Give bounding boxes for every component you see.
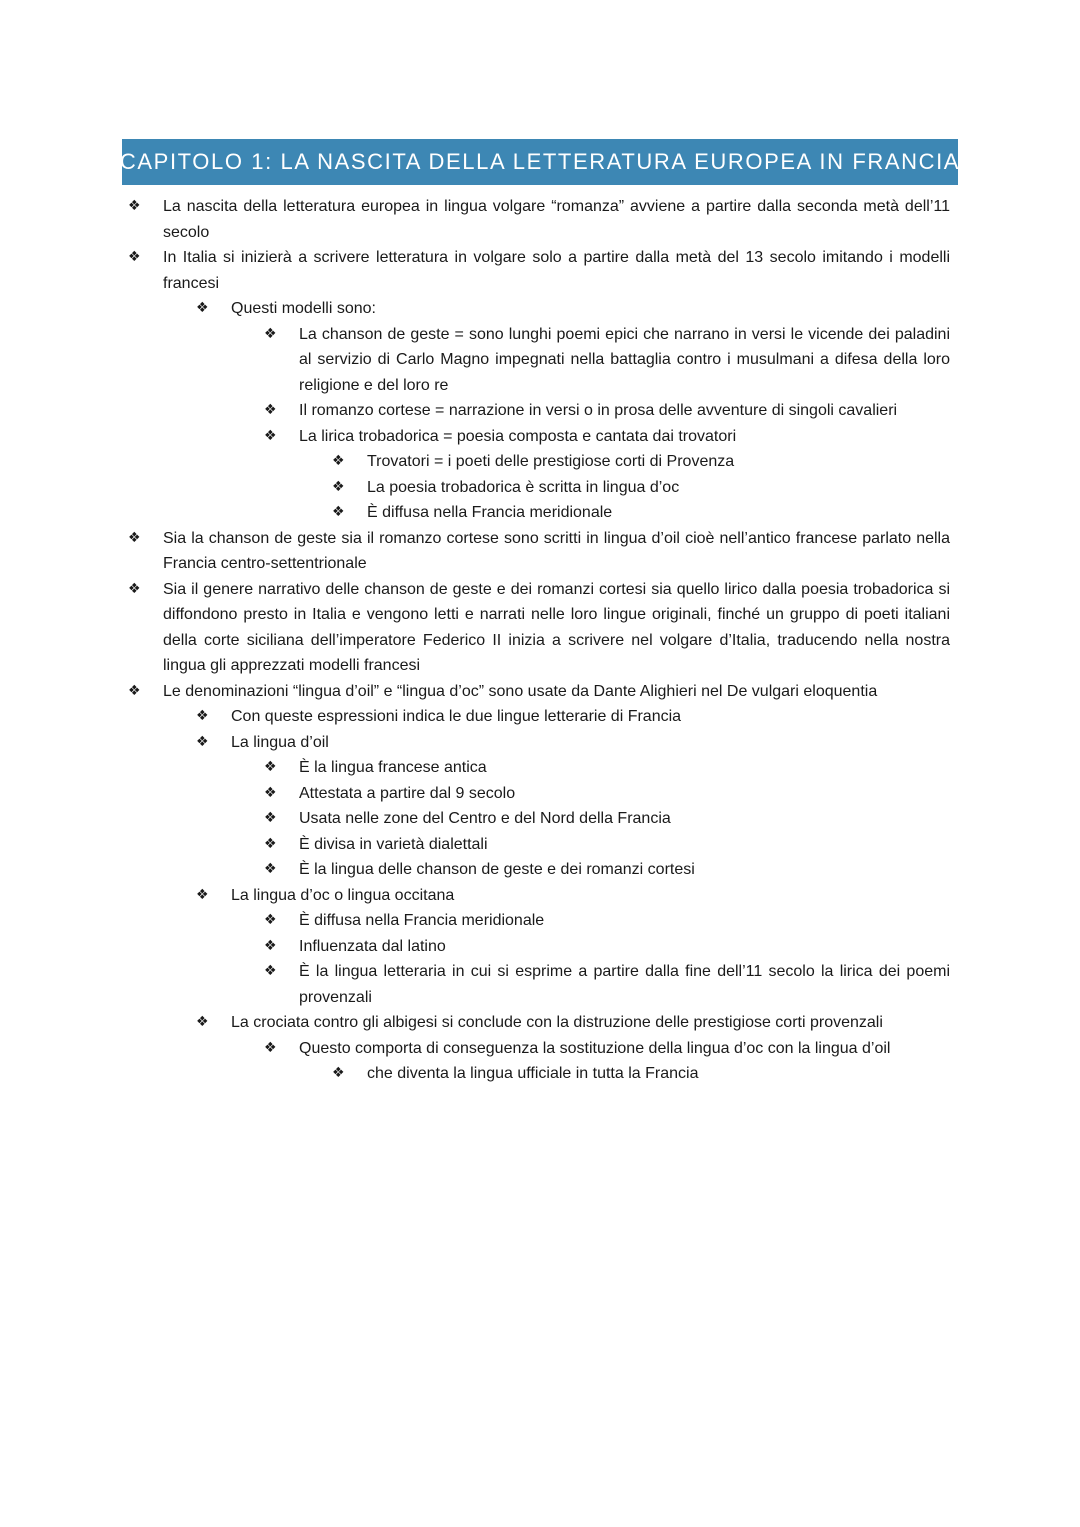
bullet-icon: ❖ [128,682,141,699]
bullet-icon: ❖ [264,835,277,852]
list-item-text: Le denominazioni “lingua d’oil” e “lingua d’oc” sono usate da Dante Alighieri nel De vulgari eloquentia [163,682,878,700]
bullet-icon: ❖ [264,325,277,342]
list-item-text: che diventa la lingua ufficiale in tutta la Francia [367,1065,699,1082]
chapter-title: CAPITOLO 1: LA NASCITA DELLA LETTERATURA EUROPEA IN FRANCIA [122,139,958,185]
list-item-text: È la lingua francese antica [299,759,487,776]
list-item-text: Con queste espressioni indica le due lingue letterarie di Francia [231,708,682,725]
bullet-icon: ❖ [264,402,277,418]
list-item [264,755,950,781]
list-item-text: La crociata contro gli albigesi si conclude con la distruzione delle prestigiose corti provenzali [231,1014,883,1031]
list-item-text: Questo comporta di conseguenza la sostituzione della lingua d’oc con la lingua d’oil [299,1039,891,1057]
list-item [264,934,950,960]
bullet-icon: ❖ [264,912,277,928]
sub-list [332,1061,950,1087]
bullet-icon: ❖ [332,504,345,520]
bullet-icon: ❖ [264,861,277,877]
sub-list [264,322,950,526]
list-item [264,781,950,807]
list-item-text: Il romanzo cortese = narrazione in versi o in prosa delle avventure di singoli cavalieri [299,402,898,419]
bullet-icon: ❖ [128,580,141,597]
list-item-text: In Italia si inizierà a scrivere letteratura in volgare solo a partire dalla metà del 13 secolo imitando i modelli francesi [163,249,950,292]
bullet-icon: ❖ [264,427,277,444]
bullet-icon: ❖ [196,733,209,750]
sub-list [196,704,950,1087]
list-item [264,857,950,883]
list-item [332,449,950,475]
list-item-text: La lirica trobadorica = poesia composta e cantata dai trovatori [299,427,737,445]
list-item-text: È diffusa nella Francia meridionale [367,504,613,521]
list-item-text: Trovatori = i poeti delle prestigiose corti di Provenza [367,453,735,470]
list-item [264,424,950,526]
list-item [264,908,950,934]
list-item [128,245,950,526]
list-item [332,500,950,526]
list-item-text: Influenzata dal latino [299,937,446,955]
list-item-text: È la lingua letteraria in cui si esprime a partire dalla fine dell’11 secolo la lirica dei poemi provenzali [299,963,950,1006]
list-item [264,398,950,424]
bullet-icon: ❖ [196,300,209,316]
list-item-text: La poesia trobadorica è scritta in lingua d’oc [367,478,680,496]
list-item [264,959,950,1010]
sub-list [332,449,950,526]
bullet-icon: ❖ [264,810,277,826]
sub-list [264,755,950,883]
bullet-icon: ❖ [196,886,209,903]
list-item-text: La nascita della letteratura europea in lingua volgare “romanza” avviene a partire dalla seconda metà dell’11 secolo [163,198,950,241]
bullet-icon: ❖ [264,759,277,775]
list-item [196,1010,950,1087]
list-item-text: Sia la chanson de geste sia il romanzo cortese sono scritti in lingua d’oil cioè nell’antico francese parlato nella Francia centro-settentrionale [163,529,950,572]
list-item [264,832,950,858]
bullet-icon: ❖ [196,1014,209,1030]
bullet-icon: ❖ [128,249,141,265]
list-item [264,1036,950,1087]
bullet-icon: ❖ [128,198,141,214]
list-item [332,1061,950,1087]
list-item-text: La lingua d’oc o lingua occitana [231,886,455,904]
list-item [264,806,950,832]
list-item-text: È la lingua delle chanson de geste e dei romanzi cortesi [299,861,695,878]
list-item-text: Sia il genere narrativo delle chanson de geste e dei romanzi cortesi sia quello lirico dalla poesia trobadorica si diffondono presto in Italia e vengono letti e narrati nelle loro lingue originali, finché un gruppo di poeti italiani della corte siciliana dell’imperatore Federico II inizia a scrivere nel volgare d’Italia, traducendo nella nostra lingua gli apprezzati modelli francesi [163,580,950,674]
bullet-icon: ❖ [332,1065,345,1081]
list-item-text: È divisa in varietà dialettali [299,835,488,853]
sub-list [196,296,950,526]
list-item [196,730,950,883]
bullet-icon: ❖ [128,529,141,546]
list-item [128,577,950,679]
list-item-text: È diffusa nella Francia meridionale [299,912,545,929]
bullet-icon: ❖ [264,1039,277,1056]
list-item [196,704,950,730]
sub-list [264,908,950,1010]
bullet-list [128,194,950,1087]
bullet-icon: ❖ [332,453,345,469]
list-item-text: Usata nelle zone del Centro e del Nord della Francia [299,810,671,827]
list-item-text: Attestata a partire dal 9 secolo [299,784,516,802]
list-item [128,194,950,245]
list-item [332,475,950,501]
bullet-icon: ❖ [196,708,209,724]
list-item [196,883,950,1011]
list-item-text: La chanson de geste = sono lunghi poemi epici che narrano in versi le vicende dei paladini al servizio di Carlo Magno impegnati nella battaglia contro i musulmani a difesa della loro religione e del loro re [299,325,950,394]
list-item [196,296,950,526]
chapter-content [128,194,950,1087]
list-item [264,322,950,399]
bullet-icon: ❖ [264,963,277,979]
bullet-icon: ❖ [264,937,277,954]
bullet-icon: ❖ [332,478,345,495]
bullet-icon: ❖ [264,784,277,801]
list-item [128,526,950,577]
list-item-text: Questi modelli sono: [231,300,376,317]
list-item-text: La lingua d’oil [231,733,329,751]
list-item [128,679,950,1087]
sub-list [264,1036,950,1087]
